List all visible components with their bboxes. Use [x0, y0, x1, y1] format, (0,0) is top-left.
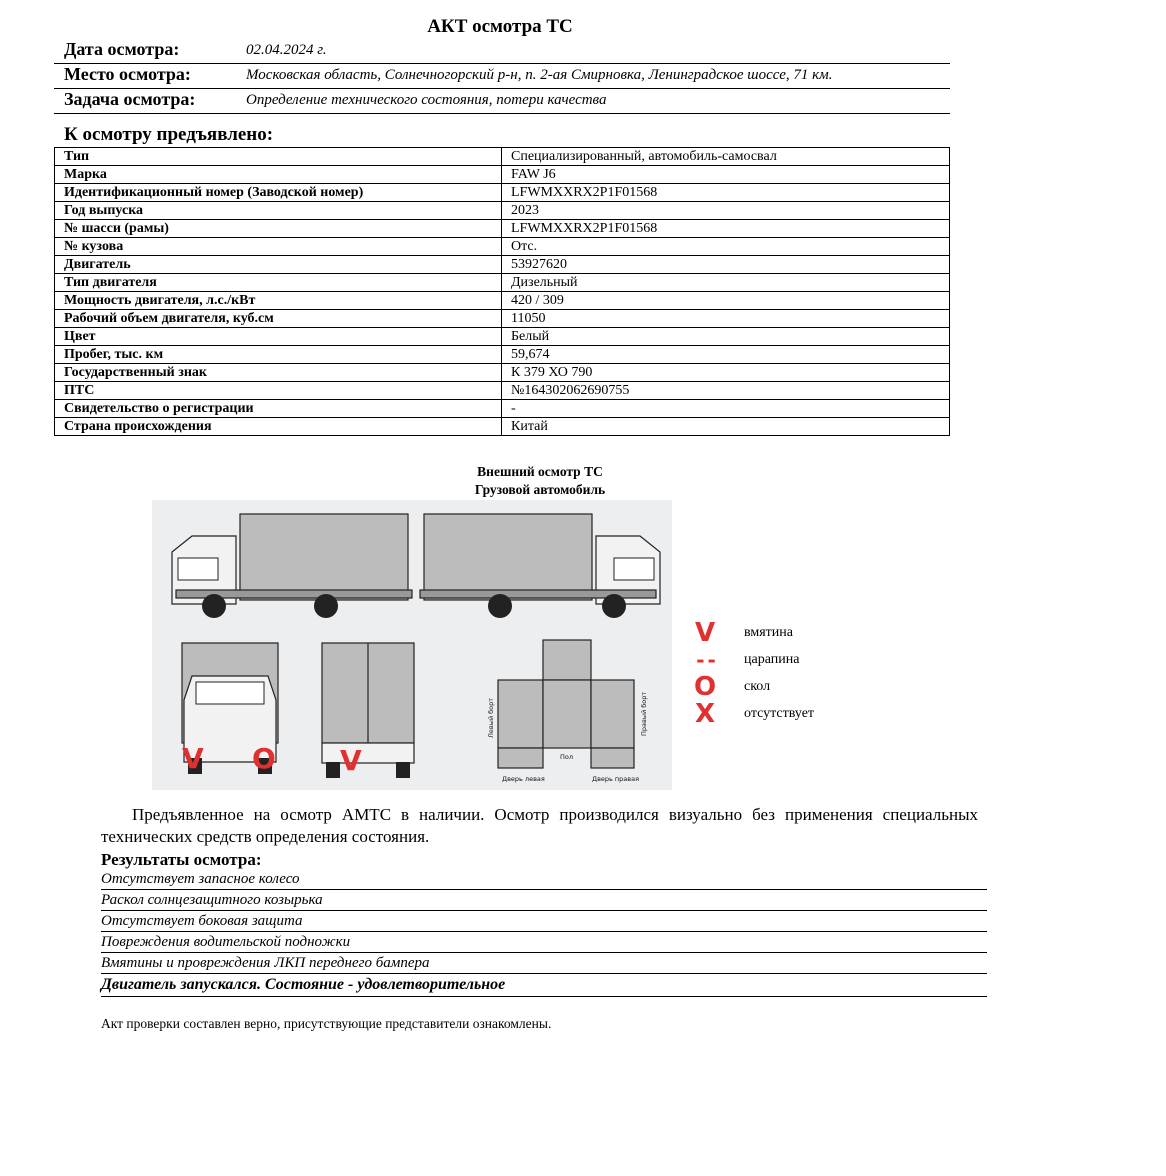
- header-date-row: [54, 38, 950, 64]
- damage-mark-front-chip: O: [252, 742, 276, 775]
- result-item: Вмятины и провреждения ЛКП переднего бампера: [101, 953, 987, 974]
- dent-mark-icon: V: [694, 618, 716, 648]
- results-heading: Результаты осмотра:: [101, 850, 262, 869]
- spec-row: [55, 148, 950, 166]
- spec-value: 420 / 309: [502, 292, 950, 310]
- truck-diagram: [152, 500, 672, 790]
- unfolded-right-side: [591, 680, 634, 748]
- spec-value: -: [502, 400, 950, 418]
- label-left-side: Левый борт: [487, 697, 495, 738]
- spec-row: [55, 292, 950, 310]
- inspection-title: Внешний осмотр ТС: [477, 464, 603, 479]
- result-item: Повреждения водительской подножки: [101, 932, 987, 953]
- spec-row: [55, 202, 950, 220]
- unfolded-left-side: [498, 680, 543, 748]
- result-item: Отсутствует боковая защита: [101, 911, 987, 932]
- label-right-side: Правый борт: [640, 691, 648, 736]
- spec-value: Белый: [502, 328, 950, 346]
- chip-mark-icon: O: [693, 672, 717, 702]
- spec-row: [55, 256, 950, 274]
- legend-dent-label: вмятина: [744, 625, 793, 640]
- truck-diagram-drawing: [152, 500, 672, 790]
- spec-row: [55, 310, 950, 328]
- document-title: АКТ осмотра ТС: [427, 16, 573, 37]
- spec-row: [55, 238, 950, 256]
- spec-value: LFWMXXRX2P1F01568: [502, 220, 950, 238]
- footer-note: Акт проверки составлен верно, присутствующие представители ознакомлены.: [101, 1016, 552, 1031]
- spec-key: Мощность двигателя, л.с./кВт: [55, 292, 502, 310]
- label-floor: Пол: [560, 753, 574, 761]
- place-label: Место осмотра:: [64, 64, 191, 84]
- unfolded-door-left: [498, 748, 543, 768]
- spec-row: [55, 400, 950, 418]
- spec-key: Пробег, тыс. км: [55, 346, 502, 364]
- spec-value: Китай: [502, 418, 950, 436]
- spec-row: [55, 166, 950, 184]
- scratch-mark-icon: - -: [696, 648, 714, 672]
- damage-mark-rear-dent: V: [340, 744, 362, 777]
- presented-heading: К осмотру предъявлено:: [64, 124, 274, 145]
- rear-view-left-wheel: [326, 762, 340, 778]
- left-view-front-wheel: [202, 594, 226, 618]
- damage-mark-front-dent: V: [182, 742, 204, 775]
- spec-value: 2023: [502, 202, 950, 220]
- spec-value: 53927620: [502, 256, 950, 274]
- spec-key: Государственный знак: [55, 364, 502, 382]
- task-label: Задача осмотра:: [64, 89, 196, 109]
- spec-value: LFWMXXRX2P1F01568: [502, 184, 950, 202]
- legend-scratch-label: царапина: [744, 652, 800, 667]
- header-place-row: [54, 63, 950, 89]
- result-item: Раскол солнцезащитного козырька: [101, 890, 987, 911]
- date-value: 02.04.2024 г.: [246, 42, 327, 58]
- task-value: Определение технического состояния, потери качества: [246, 92, 607, 108]
- spec-key: Цвет: [55, 328, 502, 346]
- spec-value: Отс.: [502, 238, 950, 256]
- spec-value: Специализированный, автомобиль-самосвал: [502, 148, 950, 166]
- inspection-subtitle: Грузовой автомобиль: [474, 482, 606, 497]
- spec-row: [55, 328, 950, 346]
- spec-row: [55, 364, 950, 382]
- spec-key: № кузова: [55, 238, 502, 256]
- spec-row: [55, 274, 950, 292]
- legend-missing-label: отсутствует: [744, 706, 815, 721]
- unfolded-top: [543, 640, 591, 680]
- inspection-paragraph: Предъявленное на осмотр АМТС в наличии. Осмотр производился визуально без применения специальных технических средств определения состояния.: [101, 805, 978, 846]
- front-view-windshield: [196, 682, 264, 704]
- date-label: Дата осмотра:: [64, 39, 180, 59]
- spec-key: Тип: [55, 148, 502, 166]
- result-conclusion: Двигатель запускался. Состояние - удовлетворительное: [101, 974, 987, 997]
- spec-value: 59,674: [502, 346, 950, 364]
- vehicle-spec-table: [54, 147, 950, 436]
- spec-value: №164302062690755: [502, 382, 950, 400]
- left-view-cargo-box: [240, 514, 408, 600]
- unfolded-floor: [543, 680, 591, 748]
- spec-key: Свидетельство о регистрации: [55, 400, 502, 418]
- spec-value: FAW J6: [502, 166, 950, 184]
- spec-key: ПТС: [55, 382, 502, 400]
- spec-key: Рабочий объем двигателя, куб.см: [55, 310, 502, 328]
- right-view-cargo-box: [424, 514, 592, 600]
- left-view-rear-wheel: [314, 594, 338, 618]
- label-door-right: Дверь правая: [592, 775, 640, 783]
- unfolded-door-right: [591, 748, 634, 768]
- rear-view-bumper: [322, 743, 414, 763]
- rear-view-right-wheel: [396, 762, 410, 778]
- spec-row: [55, 184, 950, 202]
- place-value: Московская область, Солнечногорский р-н, п. 2-ая Смирновка, Ленинградское шоссе, 71 км.: [246, 67, 833, 83]
- spec-key: Марка: [55, 166, 502, 184]
- spec-key: Год выпуска: [55, 202, 502, 220]
- spec-key: Двигатель: [55, 256, 502, 274]
- header-task-row: [54, 88, 950, 114]
- spec-value: К 379 ХО 790: [502, 364, 950, 382]
- spec-key: Идентификационный номер (Заводской номер): [55, 184, 502, 202]
- spec-key: № шасси (рамы): [55, 220, 502, 238]
- right-view-window: [614, 558, 654, 580]
- spec-row: [55, 418, 950, 436]
- spec-value: Дизельный: [502, 274, 950, 292]
- left-view-window: [178, 558, 218, 580]
- spec-value: 11050: [502, 310, 950, 328]
- right-view-rear-wheel: [488, 594, 512, 618]
- result-item: Отсутствует запасное колесо: [101, 869, 987, 890]
- spec-key: Тип двигателя: [55, 274, 502, 292]
- spec-row: [55, 382, 950, 400]
- missing-mark-icon: X: [694, 699, 716, 729]
- spec-row: [55, 220, 950, 238]
- spec-key: Страна происхождения: [55, 418, 502, 436]
- right-view-front-wheel: [602, 594, 626, 618]
- spec-row: [55, 346, 950, 364]
- label-door-left: Дверь левая: [502, 775, 545, 783]
- legend-chip-label: скол: [744, 679, 771, 694]
